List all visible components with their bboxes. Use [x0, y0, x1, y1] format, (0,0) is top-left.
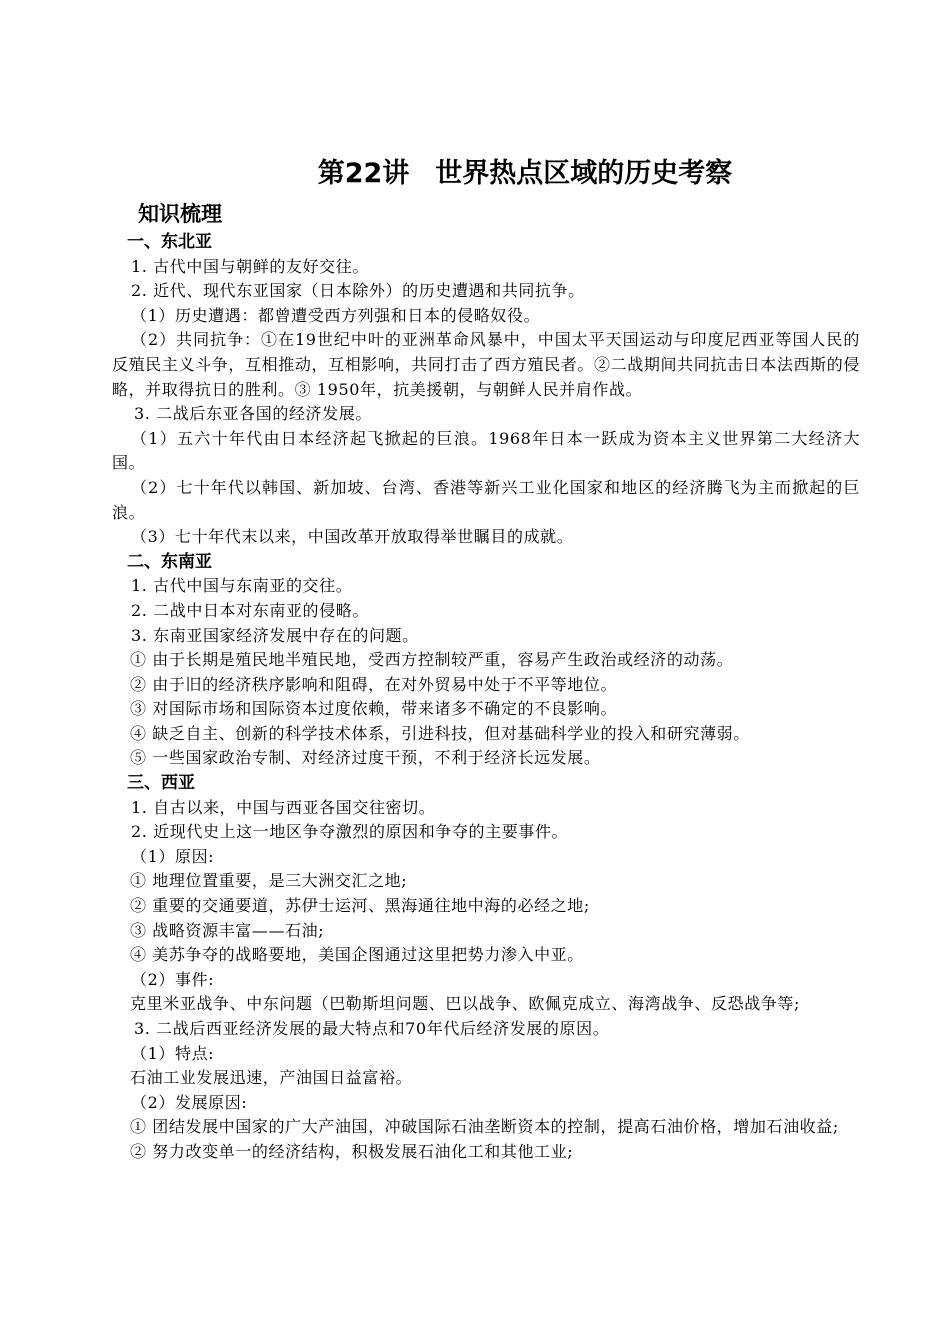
- paragraph: 3. 二战后东亚各国的经济发展。: [134, 404, 372, 424]
- list-item: ④ 美苏争夺的战略要地，美国企图通过这里把势力渗入中亚。: [130, 945, 584, 965]
- paragraph: 1. 自古以来，中国与西亚各国交往密切。: [131, 797, 436, 817]
- section-heading: 三、西亚: [127, 773, 195, 794]
- paragraph: （2）共同抗争：①在19世纪中叶的亚洲革命风暴中，中国太平天国运动与印度尼西亚等国人民的反殖民主义斗争，互相推动，互相影响，共同打击了西方殖民者。②二战期间共同抗击日本法西斯的侵略，并取得抗日的胜利。③ 1950年，抗美援朝，与朝鲜人民并肩作战。: [112, 330, 860, 399]
- list-item: ② 由于旧的经济秩序影响和阻碍，在对外贸易中处于不平等地位。: [130, 674, 618, 694]
- section-heading: 二、东南亚: [127, 551, 212, 572]
- list-item: ③ 战略资源丰富——石油;: [130, 920, 325, 940]
- lecture-title: 世界热点区域的历史考察: [435, 158, 733, 189]
- paragraph: 2. 二战中日本对东南亚的侵略。: [131, 600, 369, 620]
- paragraph: （1）原因:: [131, 846, 215, 866]
- paragraph: 石油工业发展迅速，产油国日益富裕。: [130, 1068, 413, 1088]
- paragraph: 克里米亚战争、中东问题（巴勒斯坦问题、巴以战争、欧佩克成立、海湾战争、反恐战争等;: [130, 994, 800, 1014]
- list-item: ① 团结发展中国家的广大产油国，冲破国际石油垄断资本的控制，提高石油价格，增加石油收益;: [130, 1117, 839, 1137]
- list-item: ④ 缺乏自主、创新的科学技术体系，引进科技，但对基础科学业的投入和研究薄弱。: [130, 723, 750, 743]
- paragraph: 3. 二战后西亚经济发展的最大特点和70年代后经济发展的原因。: [134, 1019, 610, 1038]
- list-item: ① 由于长期是殖民地半殖民地，受西方控制较严重，容易产生政治或经济的动荡。: [130, 650, 734, 670]
- lecture-number: 第22讲: [317, 158, 410, 189]
- paragraph: （1）特点:: [131, 1043, 215, 1063]
- paragraph: 1. 古代中国与东南亚的交往。: [131, 576, 353, 596]
- list-item: ① 地理位置重要，是三大洲交汇之地;: [130, 871, 408, 891]
- page-title: [112, 150, 860, 198]
- paragraph: （2）发展原因:: [131, 1092, 248, 1112]
- paragraph: （1）历史遭遇：都曾遭受西方列强和日本的侵略奴役。: [131, 305, 541, 325]
- list-item: ⑤ 一些国家政治专制、对经济过度干预，不利于经济长远发展。: [130, 748, 601, 768]
- paragraph: 2. 近代、现代东亚国家（日本除外）的历史遭遇和共同抗争。: [131, 281, 585, 301]
- paragraph: （2）七十年代以韩国、新加坡、台湾、香港等新兴工业化国家和地区的经济腾飞为主而掀起的巨浪。: [112, 477, 860, 522]
- paragraph: （2）事件:: [131, 969, 215, 989]
- list-item: ② 重要的交通要道，苏伊士运河、黑海通往地中海的必经之地;: [130, 896, 590, 916]
- paragraph: （3）七十年代末以来，中国改革开放取得举世瞩目的成就。: [131, 527, 574, 547]
- section-subtitle: 知识梳理: [138, 202, 222, 226]
- document-page: [112, 150, 860, 1165]
- paragraph: （1）五六十年代由日本经济起飞掀起的巨浪。1968年日本一跃成为资本主义世界第二大经济大国。: [112, 428, 860, 473]
- paragraph: 2. 近现代史上这一地区争夺激烈的原因和争夺的主要事件。: [131, 822, 569, 842]
- list-item: ③ 对国际市场和国际资本过度依赖，带来诸多不确定的不良影响。: [130, 699, 618, 719]
- section-heading: 一、东北亚: [127, 232, 212, 252]
- paragraph: 1. 古代中国与朝鲜的友好交往。: [131, 256, 369, 276]
- paragraph: 3. 东南亚国家经济发展中存在的问题。: [131, 625, 419, 645]
- list-item: ② 努力改变单一的经济结构，积极发展石油化工和其他工业;: [130, 1141, 574, 1161]
